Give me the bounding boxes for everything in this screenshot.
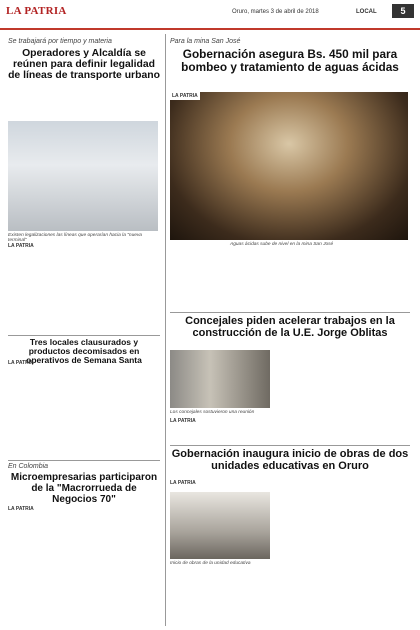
story1-column (60, 251, 108, 333)
story1-headline: Operadores y Alcaldía se reúnen para definir legalidad de líneas de transporte urbano (8, 48, 160, 82)
story2-column (112, 368, 160, 458)
story4-column (350, 250, 408, 310)
story1-byline: LA PATRIA (8, 243, 34, 249)
story2-column (60, 368, 108, 458)
page-number: 5 (392, 4, 414, 18)
section-label: LOCAL (356, 9, 377, 15)
divider (170, 445, 410, 446)
story6-headline: Gobernación inaugura inicio de obras de dos unidades educativas en Oruro (171, 448, 409, 472)
story4-column (170, 250, 226, 310)
story5-photo (170, 350, 270, 408)
story1-column (112, 251, 160, 333)
story2-byline: LA PATRIA (8, 360, 34, 366)
story5-byline: LA PATRIA (170, 418, 196, 424)
story4-column (290, 250, 346, 310)
story4-caption: Aguas ácidas sube de nivel en la mina San José (230, 242, 334, 247)
story1-column (8, 251, 56, 333)
story6-caption: Inicio de obras de la unidad educativa (170, 561, 251, 566)
story6-column (170, 570, 270, 625)
story3-byline: LA PATRIA (8, 506, 34, 512)
divider (170, 312, 410, 313)
column-divider (165, 34, 166, 626)
story5-column (170, 426, 270, 442)
story3-column (60, 514, 108, 624)
story2-headline: Tres locales clausurados y productos decomisados en operativos de Semana Santa (26, 337, 142, 366)
issue-date: Oruro, martes 3 de abril de 2018 (232, 9, 319, 15)
story3-column (8, 514, 56, 624)
story5-column (276, 350, 340, 442)
story1-photo (8, 121, 158, 231)
story3-column (112, 514, 160, 624)
divider (8, 460, 160, 461)
story3-headline: Microempresarias participaron de la "Macrorrueda de Negocios 70" (10, 472, 158, 505)
story4-column (230, 250, 286, 310)
story6-photo (170, 492, 270, 559)
story5-column (344, 350, 408, 442)
newspaper-logo: LA PATRIA (6, 5, 67, 17)
story4-headline: Gobernación asegura Bs. 450 mil para bombeo y tratamiento de aguas ácidas (181, 47, 399, 74)
story6-column (344, 488, 408, 625)
story1-kicker: Se trabajará por tiempo y materia (8, 38, 112, 45)
story4-kicker: Para la mina San José (170, 38, 241, 45)
story4-photo (170, 92, 408, 240)
divider (8, 335, 160, 336)
story6-column (276, 488, 340, 625)
story1-caption: Existen legalizaciones las líneas que operarían hacia la "nueva terminal" (8, 233, 142, 243)
story3-kicker: En Colombia (8, 463, 49, 470)
story6-byline: LA PATRIA (170, 480, 196, 486)
story4-byline: LA PATRIA (172, 93, 198, 99)
story5-caption: Los concejales sostuvieron una reunión (170, 410, 255, 415)
story5-headline: Concejales piden acelerar trabajos en la construcción de la U.E. Jorge Oblitas (170, 316, 410, 340)
story2-column (8, 368, 56, 458)
